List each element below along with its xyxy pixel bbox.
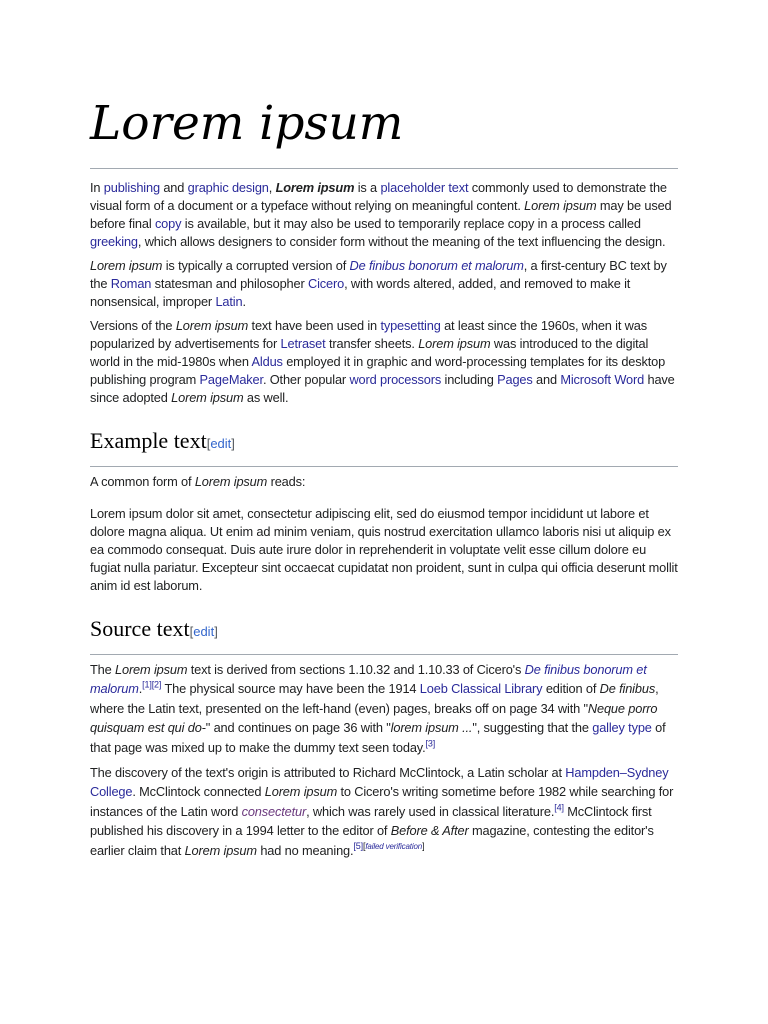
text: have since adopted xyxy=(90,372,675,405)
text: ", suggesting that the xyxy=(472,720,589,736)
text: of that page was mixed up to make the dummy text seen today. xyxy=(90,720,666,755)
section-heading-source xyxy=(90,614,678,655)
link-text: De finibus bonorum et malorum xyxy=(349,258,524,273)
italic-term: Lorem ipsum xyxy=(524,198,597,213)
edit-section-link-wrapper: [edit] xyxy=(189,624,218,639)
page-title: Lorem ipsum xyxy=(90,94,678,169)
text: as well. xyxy=(246,390,289,405)
failed-verification-link[interactable]: failed verification xyxy=(365,842,423,852)
link-copy[interactable]: copy xyxy=(154,216,182,231)
link-loeb-classical-library[interactable]: Loeb Classical Library xyxy=(419,681,543,697)
citation xyxy=(426,738,436,748)
citation xyxy=(142,680,161,690)
link-placeholder-text[interactable]: placeholder text xyxy=(380,180,469,195)
text: The physical source may have been the 1914 xyxy=(164,681,417,697)
intro-paragraph xyxy=(90,179,678,251)
text: is available, but it may also be used to temporarily replace copy in a process called xyxy=(184,216,641,231)
edit-section-link-wrapper: [edit] xyxy=(206,436,235,451)
text: . xyxy=(242,294,246,309)
bold-term: Lorem ipsum xyxy=(275,180,355,195)
italic-quote: lorem ipsum ... xyxy=(390,720,473,736)
italic-quote: Neque porro quisquam est qui do- xyxy=(90,700,658,736)
text: A common form of xyxy=(90,474,192,489)
link-latin[interactable]: Latin xyxy=(215,294,243,309)
source-paragraph-2 xyxy=(90,763,678,860)
corrupted-paragraph xyxy=(90,257,678,311)
text: , where the Latin text, presented on the left-hand (even) pages, breaks off on page 34 with " xyxy=(90,681,659,716)
link-text: De finibus bonorum et malorum xyxy=(90,662,647,697)
citation-4-link[interactable]: [4] xyxy=(554,802,564,813)
edit-section-example-link[interactable]: edit xyxy=(210,436,232,451)
text: , with words altered, added, and removed to make it nonsensical, improper xyxy=(90,276,631,309)
link-text: consectetur xyxy=(241,803,307,819)
text: statesman and philosopher xyxy=(154,276,305,291)
text: employed it in graphic and word-processing templates for its desktop publishing program xyxy=(90,354,666,387)
citation-2-link[interactable]: [2] xyxy=(151,680,162,691)
text: text is derived from sections 1.10.32 and 1.10.33 of Cicero's xyxy=(190,662,522,677)
text: . xyxy=(138,681,143,697)
text: to Cicero's writing sometime before 1982 while searching for instances of the Latin word xyxy=(90,784,674,819)
italic-term: Lorem ipsum xyxy=(418,336,491,351)
text: is a xyxy=(357,180,378,195)
link-publishing[interactable]: publishing xyxy=(103,180,160,195)
text: transfer sheets. xyxy=(328,336,415,351)
link-aldus[interactable]: Aldus xyxy=(251,354,283,369)
text: , xyxy=(268,180,273,195)
italic-term: Lorem ipsum xyxy=(115,662,188,677)
italic-term: Lorem ipsum xyxy=(184,842,257,858)
text: . McClintock connected xyxy=(132,784,262,800)
text: text have been used in xyxy=(251,318,378,333)
link-word-processors[interactable]: word processors xyxy=(349,372,442,387)
italic-term: Before & After xyxy=(390,823,469,839)
edit-section-source-link[interactable]: edit xyxy=(193,624,215,639)
citation xyxy=(554,803,564,813)
text: edition of xyxy=(545,681,597,697)
citation-5-link[interactable]: [5] xyxy=(353,841,363,852)
text: magazine, contesting the editor's earlier claim that xyxy=(90,823,654,858)
link-de-finibus[interactable] xyxy=(350,258,524,273)
italic-term: Lorem ipsum xyxy=(264,784,338,800)
text: is typically a corrupted version of xyxy=(165,258,347,273)
citation: [5][failed verification] xyxy=(353,841,425,852)
link-cicero[interactable]: Cicero xyxy=(308,276,345,291)
italic-term: De finibus xyxy=(599,681,656,697)
text: and xyxy=(163,180,185,195)
text: was introduced to the digital world in the mid-1980s when xyxy=(90,336,649,369)
link-typesetting[interactable]: typesetting xyxy=(380,318,441,333)
text: In xyxy=(90,180,101,195)
source-paragraph-1 xyxy=(90,660,678,757)
link-microsoft-word[interactable]: Microsoft Word xyxy=(560,372,645,387)
example-intro xyxy=(90,473,678,491)
link-pagemaker[interactable]: PageMaker xyxy=(199,372,263,387)
link-galley-type[interactable]: galley type xyxy=(592,720,652,736)
text: . Other popular xyxy=(262,372,347,387)
text: at least since the 1960s, when it was popularized by advertisements for xyxy=(90,318,647,351)
example-lorem-body: Lorem ipsum dolor sit amet, consectetur adipiscing elit, sed do eiusmod tempor incididunt ut labore et dolore magna aliqua. Ut enim ad minim veniam, quis nostrud exercitation ullamco laboris nisi ut aliquip ex ea commodo consequat. Duis aute irure dolor in reprehenderit in voluptate velit esse cillum dolore eu fugiat nulla pariatur. Excepteur sint occaecat cupidatat non proident, sunt in culpa qui officia deserunt mollit anim id est laborum. xyxy=(90,506,678,593)
link-consectetur[interactable] xyxy=(242,804,307,819)
italic-term: Lorem ipsum xyxy=(90,258,163,273)
text: , a first-century BC text by the xyxy=(90,258,667,291)
text: reads: xyxy=(270,474,306,489)
italic-term: Lorem ipsum xyxy=(175,318,249,333)
text: , which allows designers to consider form without the meaning of the text influencing the design. xyxy=(137,234,666,249)
text: may be used before final xyxy=(90,198,672,231)
text: " and continues on page 36 with " xyxy=(205,720,391,736)
text: including xyxy=(444,372,494,387)
text: had no meaning. xyxy=(260,842,354,858)
heading-text: Example text xyxy=(90,428,207,453)
text: , which was rarely used in classical literature. xyxy=(306,803,555,819)
link-pages[interactable]: Pages xyxy=(497,372,533,387)
text: and xyxy=(536,372,557,387)
article-content xyxy=(90,94,678,860)
text: Versions of the xyxy=(90,318,173,333)
citation-3-link[interactable]: [3] xyxy=(425,738,436,749)
text: commonly used to demonstrate the visual form of a document or a typeface without relying on meaningful content. xyxy=(90,180,667,213)
italic-term: Lorem ipsum xyxy=(171,390,244,405)
link-greeking[interactable]: greeking xyxy=(90,234,138,249)
text: The xyxy=(90,662,112,677)
citation-1-link[interactable]: [1] xyxy=(142,680,152,691)
italic-term: Lorem ipsum xyxy=(194,474,268,489)
link-graphic-design[interactable]: graphic design xyxy=(187,180,269,195)
link-roman[interactable]: Roman xyxy=(110,276,152,291)
heading-text: Source text xyxy=(90,616,190,641)
versions-paragraph xyxy=(90,317,678,407)
link-letraset[interactable]: Letraset xyxy=(280,336,326,351)
section-heading-example xyxy=(90,426,678,467)
link-hampden-sydney-college[interactable]: Hampden–Sydney College xyxy=(90,765,669,800)
text: The discovery of the text's origin is attributed to Richard McClintock, a Latin scholar at xyxy=(90,765,562,781)
text: McClintock first published his discovery in a 1994 letter to the editor of xyxy=(90,803,652,839)
